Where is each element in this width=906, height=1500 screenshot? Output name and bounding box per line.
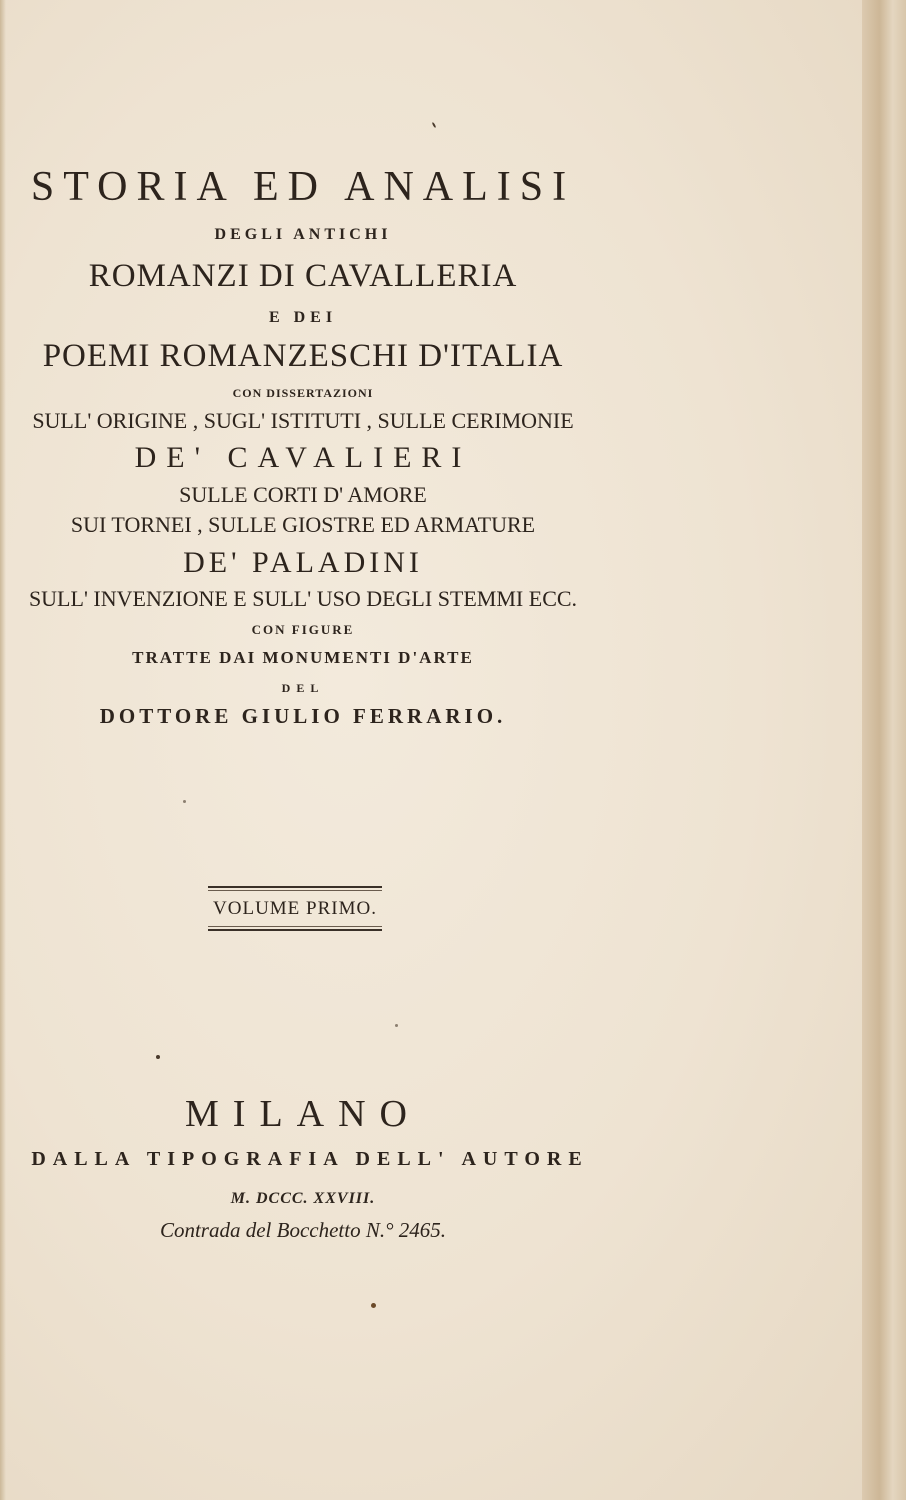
imprint-year: M. DCCC. XXVIII. (230, 1190, 376, 1207)
subtitle-figure: CON FIGURE (251, 622, 355, 637)
ink-speck (156, 1055, 160, 1059)
subtitle-stemmi: SULL' INVENZIONE E SULL' USO DEGLI STEMMI ECC. (28, 586, 578, 611)
ink-speck (183, 800, 186, 803)
volume-rule-top-thin (208, 890, 382, 891)
page-edge (862, 0, 906, 1500)
subtitle-paladini: DE' PALADINI (183, 546, 423, 579)
subtitle-degli: DEGLI ANTICHI (214, 226, 392, 243)
author-prefix: DEL (281, 681, 325, 695)
subtitle-poemi: POEMI ROMANZESCHI D'ITALIA (42, 338, 564, 374)
subtitle-cavalieri: DE' CAVALIERI (134, 441, 472, 474)
volume-label: VOLUME PRIMO. (213, 898, 377, 919)
book-title: STORIA ED ANALISI (30, 164, 576, 210)
ink-speck (395, 1024, 398, 1027)
subtitle-tornei: SUI TORNEI , SULLE GIOSTRE ED ARMATURE (70, 512, 536, 537)
subtitle-dissertazioni: CON DISSERTAZIONI (232, 386, 374, 400)
subtitle-monumenti: TRATTE DAI MONUMENTI D'ARTE (132, 648, 474, 667)
imprint-printer: DALLA TIPOGRAFIA DELL' AUTORE (31, 1148, 589, 1170)
volume-rule-top (208, 886, 382, 888)
subtitle-edei: E DEI (268, 309, 338, 326)
imprint-address: Contrada del Bocchetto N.° 2465. (159, 1218, 447, 1242)
volume-rule-bottom (208, 929, 382, 931)
author-name: DOTTORE GIULIO FERRARIO. (99, 704, 507, 728)
subtitle-romanzi: ROMANZI DI CAVALLERIA (88, 258, 518, 294)
ink-speck (371, 1303, 376, 1308)
subtitle-origine: SULL' ORIGINE , SUGL' ISTITUTI , SULLE CERIMONIE (32, 408, 574, 433)
ink-speck (432, 122, 437, 128)
subtitle-corti: SULLE CORTI D' AMORE (179, 482, 427, 507)
imprint-city: MILANO (185, 1093, 421, 1135)
volume-rule-bottom-thin (208, 926, 382, 927)
spine-shadow (0, 0, 6, 1500)
